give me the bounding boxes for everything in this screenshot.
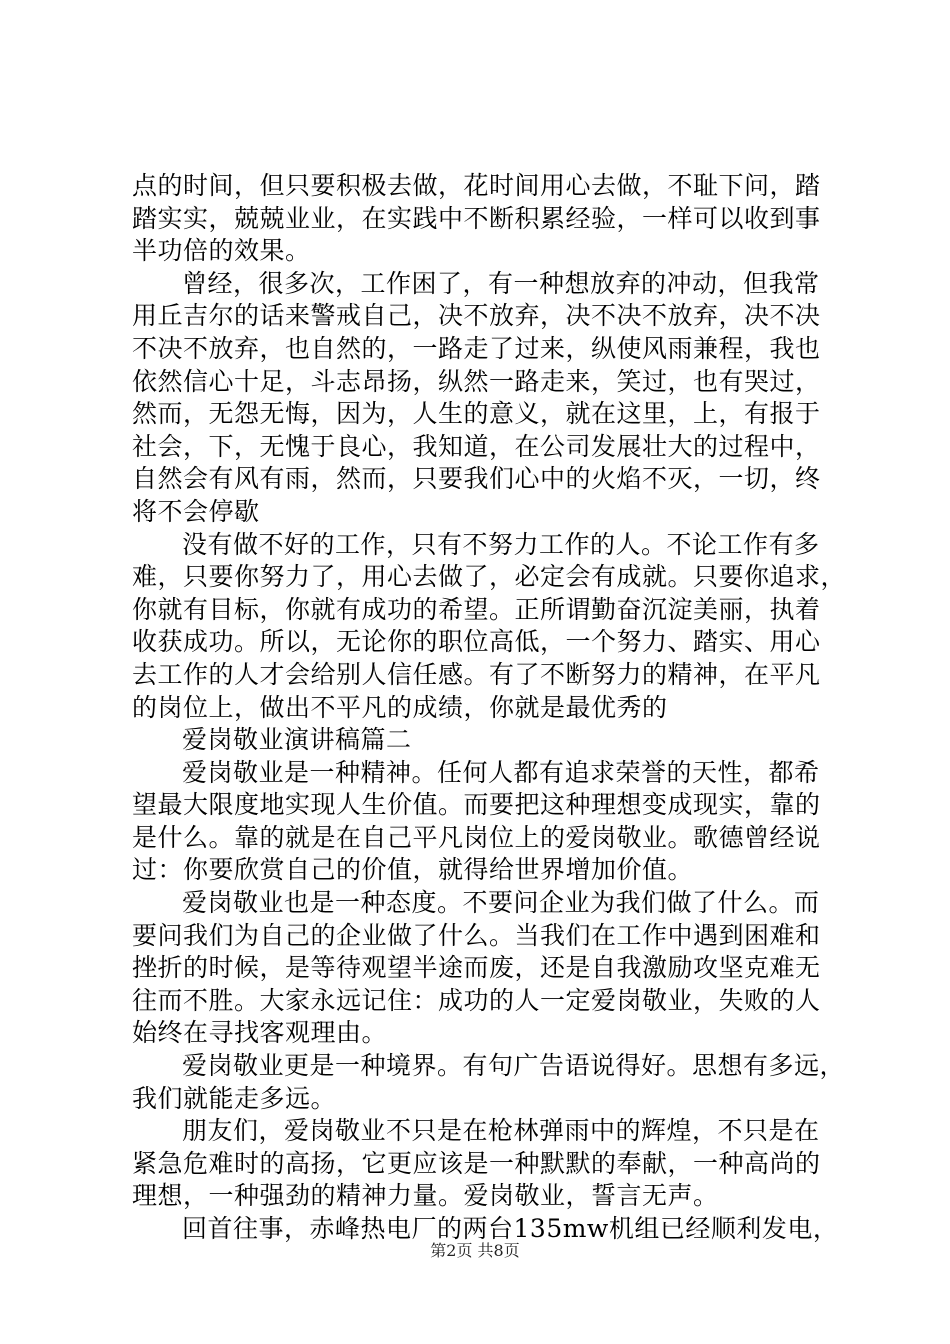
text-line: 社会，下，无愧于良心，我知道，在公司发展壮大的过程中， [132,431,821,461]
text-line: 要问我们为自己的企业做了什么。当我们在工作中遇到困难和 [132,920,821,950]
text-line: 朋友们，爱岗敬业不只是在枪林弹雨中的辉煌，不只是在 [182,1116,820,1146]
text-line: 将不会停歇 [132,496,260,526]
text-line: 半功倍的效果。 [132,236,311,266]
text-line: 回首往事，赤峰热电厂的两台135mw机组已经顺利发电， [182,1214,839,1243]
text-line: 紧急危难时的高扬，它更应该是一种默默的奉献，一种高尚的 [132,1148,821,1178]
text-line: 我们就能走多远。 [132,1083,337,1113]
text-line: 爱岗敬业是一种精神。任何人都有追求荣誉的天性，都希 [182,757,820,787]
text-line: 爱岗敬业演讲稿篇二 [182,725,412,755]
page-footer [0,1241,950,1261]
text-line: 的岗位上，做出不平凡的成绩，你就是最优秀的 [132,692,668,722]
text-line: 爱岗敬业也是一种态度。不要问企业为我们做了什么。而 [182,888,820,918]
text-line: 自然会有风有雨，然而，只要我们心中的火焰不灭，一切，终 [132,464,821,494]
text-line: 依然信心十足，斗志昂扬，纵然一路走来，笑过，也有哭过， [132,366,821,396]
text-line: 爱岗敬业更是一种境界。有句广告语说得好。思想有多远， [182,1051,846,1081]
text-line: 踏实实，兢兢业业，在实践中不断积累经验，一样可以收到事 [132,203,821,233]
document-body [132,170,847,1246]
text-line: 理想，一种强劲的精神力量。爱岗敬业，誓言无声。 [132,1181,719,1211]
page-number: 第2页 共8页 [430,1241,520,1260]
text-line: 不决不放弃，也自然的，一路走了过来，纵使风雨兼程，我也 [132,333,821,363]
text-line: 往而不胜。大家永远记住：成功的人一定爱岗敬业，失败的人 [132,985,821,1015]
text-line: 点的时间，但只要积极去做，花时间用心去做，不耻下问，踏 [132,171,821,200]
text-line: 曾经，很多次，工作困了，有一种想放弃的冲动，但我常 [182,268,820,298]
text-line: 望最大限度地实现人生价值。而要把这种理想变成现实，靠的 [132,790,821,820]
text-line: 始终在寻找客观理由。 [132,1018,388,1048]
text-line: 用丘吉尔的话来警戒自己，决不放弃，决不决不放弃，决不决 [132,301,821,331]
text-line: 收获成功。所以，无论你的职位高低，一个努力、踏实、用心 [132,627,821,657]
text-line: 是什么。靠的就是在自己平凡岗位上的爱岗敬业。歌德曾经说 [132,822,821,852]
text-line: 挫折的时候，是等待观望半途而废，还是自我激励攻坚克难无 [132,953,821,983]
text-line: 没有做不好的工作，只有不努力工作的人。不论工作有多 [182,529,820,559]
text-line: 去工作的人才会给别人信任感。有了不断努力的精神，在平凡 [132,659,821,689]
text-line: 难，只要你努力了，用心去做了，必定会有成就。只要你追求， [132,562,847,592]
text-line: 然而，无怨无悔，因为，人生的意义，就在这里，上，有报于 [132,399,821,429]
text-line: 你就有目标，你就有成功的希望。正所谓勤奋沉淀美丽，执着 [132,594,821,624]
text-line: 过：你要欣赏自己的价值，就得给世界增加价值。 [132,855,694,885]
